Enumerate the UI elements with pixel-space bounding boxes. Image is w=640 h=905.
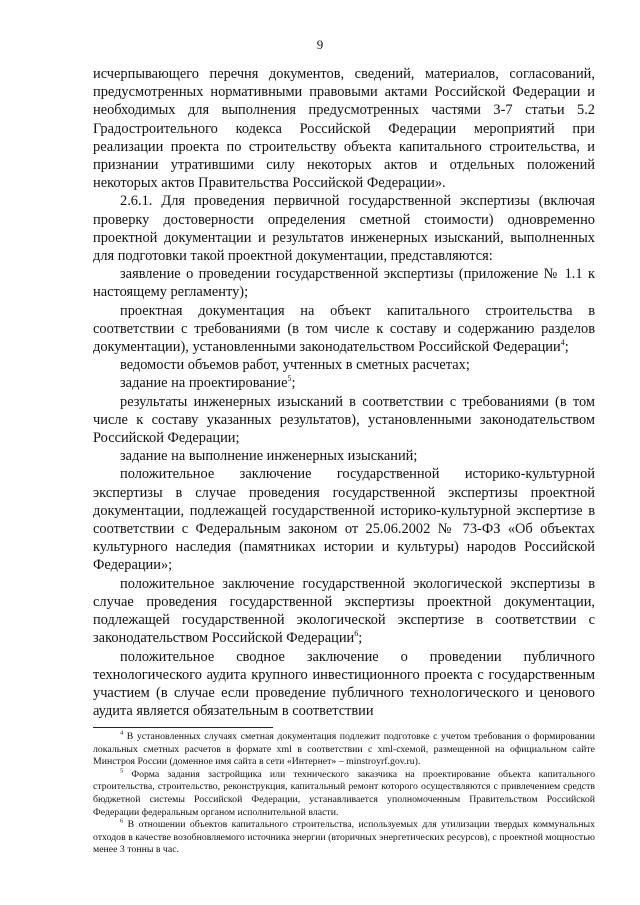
paragraph: заявление о проведении государственной экспертизы (приложение № 1.1 к настоящему регламенту); — [93, 266, 595, 301]
paragraph: 2.6.1. Для проведения первичной государственной экспертизы (включая проверку достоверности определения сметной стоимости) одновременно проектной документации и результатов инженерных изысканий, выполненных для подготовки такой проектной документации, представляются: — [93, 193, 595, 265]
footnotes — [93, 731, 595, 857]
paragraph: задание на выполнение инженерных изысканий; — [120, 448, 418, 465]
footnote-ref: 5 — [287, 374, 292, 384]
paragraph-text: задание на проектирование — [120, 375, 288, 392]
paragraph: ведомости объемов работ, учтенных в сметных расчетах; — [120, 357, 470, 374]
footnote-text: В установленных случаях сметная документация подлежит подготовке с учетом требования о формировании локальных сметных расчетов в формате xml в соответствии с xml-схемой, размещенной на официальном сайте Минстроя России (доменное имя сайта в сети «Интернет» – minstroyrf.gov.ru). — [93, 731, 595, 768]
footnote-ref: 6 — [354, 629, 359, 639]
footnote-text: Форма задания застройщика или технического заказчика на проектирование объекта капитального строительства, строительство, реконструкция, капитальный ремонт которого осуществляются с привлечением средств бюджетной системы Российской Федерации, устанавливается уполномоченным Правительством Российской Федерации федеральным органом исполнительной власти. — [93, 768, 595, 818]
punctuation: ; — [358, 630, 363, 647]
footnote — [93, 769, 595, 819]
footnote-text: В отношении объектов капитального строительства, используемых для утилизации твердых коммунальных отходов в качестве возобновляемого источника энергии (вторичных энергетических ресурсов), с проектной мощностью менее 3 тонны в час. — [93, 819, 595, 856]
footnote-mark: 4 — [120, 729, 124, 737]
footnote-mark: 6 — [120, 817, 124, 825]
paragraph: положительное сводное заключение о проведении публичного технологического аудита крупного инвестиционного проекта с государственным участием (в случае если проведение публичного технологического и ценового аудита является обязательным в соответствии — [93, 648, 595, 720]
punctuation: ; — [291, 375, 296, 392]
paragraph — [93, 374, 595, 392]
paragraph — [93, 302, 595, 357]
footnote — [93, 731, 595, 769]
paragraph: исчерпывающего перечня документов, сведений, материалов, согласований, предусмотренных нормативными правовыми актами Российской Федерации и необходимых для выполнения предусмотренных частями 3-7 статьи 5.2 Градостроительного кодекса Российской Федерации мероприятий при реализации проекта по строительству объекта капитального строительства, и признании утратившими силу некоторых актов и отдельных положений некоторых актов Правительства Российской Федерации». — [93, 66, 595, 192]
footnote-mark: 5 — [120, 767, 124, 775]
footnote — [93, 819, 595, 857]
footnote-divider — [93, 727, 273, 728]
paragraph: положительное заключение государственной историко-культурной экспертизы в случае проведения государственной экспертизы проектной документации, подлежащей государственной историко-культурной экспертизе в соответствии с Федеральным законом от 25.06.2002 № 73-ФЗ «Об объектах культурного наследия (памятниках истории и культуры) народов Российской Федерации»; — [93, 466, 595, 574]
paragraph — [93, 575, 595, 648]
page-number: 9 — [316, 37, 324, 52]
body-text — [93, 65, 595, 720]
paragraph-text: положительное заключение государственной экологической экспертизы в случае проведения государственной экспертизы проектной документации, подлежащей государственной экологической экспертизе в соответствии с законодательством Российской Федерации — [93, 575, 595, 647]
punctuation: ; — [564, 339, 569, 356]
footnote-ref: 4 — [560, 338, 565, 348]
paragraph-text: проектная документация на объект капитального строительства в соответствии с требованиями (в том числе к составу и содержанию разделов документации), установленными законодательством Российской Федерации — [93, 302, 595, 356]
paragraph: результаты инженерных изысканий в соответствии с требованиями (в том числе к составу указанных результатов), установленными законодательством Российской Федерации; — [93, 393, 595, 447]
